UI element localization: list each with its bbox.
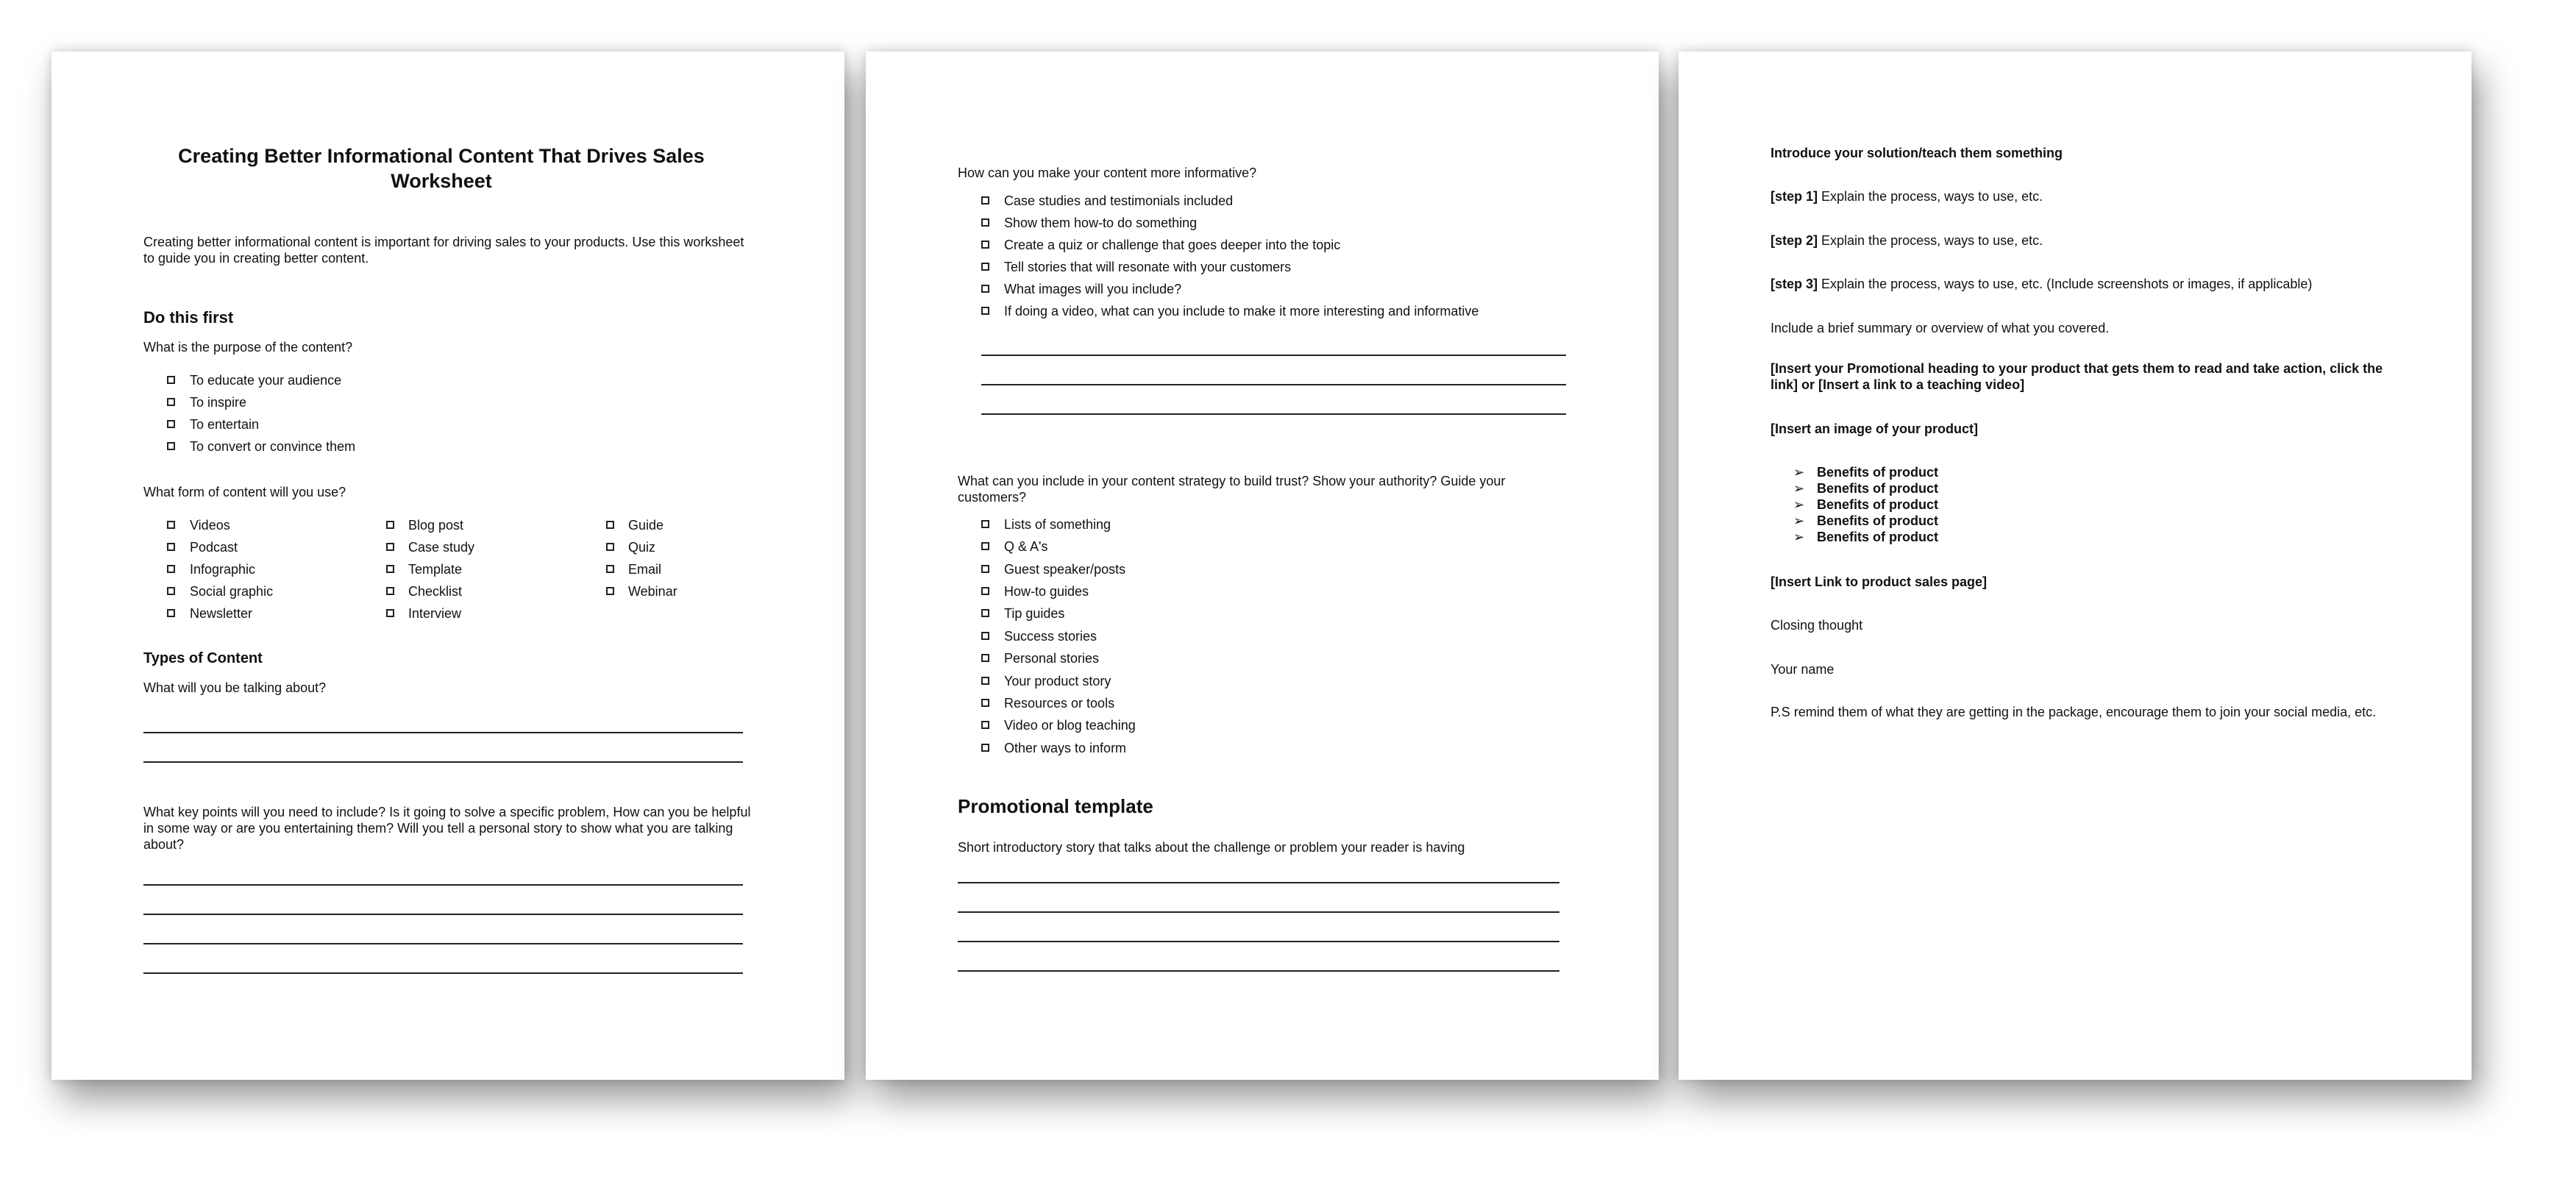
informative-question: How can you make your content more informative? (958, 166, 1257, 180)
arrow-bullet-icon: ➢ (1793, 465, 1805, 480)
checkbox-icon[interactable] (981, 677, 989, 685)
answer-line[interactable] (143, 943, 743, 944)
purpose-option: To entertain (190, 417, 260, 432)
arrow-bullet-icon: ➢ (1793, 497, 1805, 512)
summary-note: Include a brief summary or overview of what you covered. (1771, 321, 2110, 335)
step-3 (1771, 276, 2312, 292)
step-3-label: [step 3] (1771, 277, 1818, 291)
closing-thought: Closing thought (1771, 618, 1863, 633)
form-option: Videos (190, 518, 230, 533)
promo-heading-placeholder: [Insert your Promotional heading to your product that gets them to read and take action, click the link] or [Insert a link to a teaching video] (1771, 361, 2383, 392)
checkbox-icon[interactable] (981, 285, 989, 293)
checkbox-icon[interactable] (167, 587, 175, 595)
informative-option: If doing a video, what can you include to make it more interesting and informative (1004, 304, 1479, 319)
checkbox-icon[interactable] (167, 442, 175, 450)
answer-line[interactable] (958, 882, 1559, 883)
promo-intro: Short introductory story that talks about the challenge or problem your reader is having (958, 840, 1465, 855)
trust-option: Tip guides (1004, 606, 1065, 621)
checkbox-icon[interactable] (606, 521, 614, 529)
answer-line[interactable] (143, 914, 743, 915)
form-option: Webinar (628, 584, 677, 599)
section-heading-do-this-first: Do this first (143, 308, 234, 327)
insert-link-placeholder: [Insert Link to product sales page] (1771, 574, 1988, 589)
worksheet-page-1 (51, 51, 844, 1080)
trust-option: Lists of something (1004, 517, 1111, 532)
benefit-item: Benefits of product (1817, 481, 1938, 496)
answer-line[interactable] (143, 972, 743, 974)
checkbox-icon[interactable] (981, 196, 989, 204)
checkbox-icon[interactable] (981, 263, 989, 271)
answer-line[interactable] (981, 384, 1566, 385)
trust-option: Resources or tools (1004, 696, 1115, 711)
talking-question: What will you be talking about? (143, 680, 327, 695)
informative-option: Tell stories that will resonate with your customers (1004, 260, 1292, 274)
ps-note: P.S remind them of what they are getting in the package, encourage them to join your social media, etc. (1771, 705, 2377, 719)
benefit-item: Benefits of product (1817, 530, 1938, 544)
informative-option: Case studies and testimonials included (1004, 193, 1234, 208)
checkbox-icon[interactable] (386, 543, 394, 551)
benefit-item: Benefits of product (1817, 497, 1938, 512)
form-option: Blog post (408, 518, 464, 533)
section-heading-types-of-content: Types of Content (143, 650, 263, 666)
worksheet-page-3 (1679, 51, 2472, 1080)
arrow-bullet-icon: ➢ (1793, 481, 1805, 496)
checkbox-icon[interactable] (606, 565, 614, 573)
trust-option: How-to guides (1004, 584, 1089, 599)
checkbox-icon[interactable] (981, 565, 989, 573)
benefit-item: Benefits of product (1817, 465, 1938, 480)
insert-image-placeholder: [Insert an image of your product] (1771, 421, 1979, 436)
form-question: What form of content will you use? (143, 485, 346, 499)
checkbox-icon[interactable] (981, 241, 989, 249)
step-1 (1771, 188, 2043, 204)
checkbox-icon[interactable] (167, 376, 175, 384)
arrow-bullet-icon: ➢ (1793, 530, 1805, 544)
answer-line[interactable] (143, 884, 743, 886)
step-1-label: [step 1] (1771, 189, 1818, 204)
checkbox-icon[interactable] (386, 521, 394, 529)
form-option: Checklist (408, 584, 463, 599)
checkbox-icon[interactable] (981, 699, 989, 707)
checkbox-icon[interactable] (981, 542, 989, 550)
form-option: Template (408, 562, 463, 577)
checkbox-icon[interactable] (981, 632, 989, 640)
checkbox-icon[interactable] (167, 420, 175, 428)
benefit-item: Benefits of product (1817, 513, 1938, 528)
introduce-solution: Introduce your solution/teach them something (1771, 146, 2063, 160)
checkbox-icon[interactable] (386, 609, 394, 617)
checkbox-icon[interactable] (981, 609, 989, 617)
step-2 (1771, 232, 2043, 249)
trust-option: Guest speaker/posts (1004, 562, 1126, 577)
informative-option: Show them how-to do something (1004, 216, 1198, 230)
informative-option: What images will you include? (1004, 282, 1182, 296)
trust-option: Video or blog teaching (1004, 718, 1136, 733)
checkbox-icon[interactable] (606, 543, 614, 551)
checkbox-icon[interactable] (981, 744, 989, 752)
checkbox-icon[interactable] (167, 521, 175, 529)
form-option: Social graphic (190, 584, 274, 599)
step-3-text: Explain the process, ways to use, etc. (Include screenshots or images, if applicable) (1818, 277, 2313, 291)
trust-option: Other ways to inform (1004, 741, 1127, 755)
checkbox-icon[interactable] (981, 721, 989, 729)
your-name: Your name (1771, 662, 1835, 677)
arrow-bullet-icon: ➢ (1793, 513, 1805, 528)
form-option: Quiz (628, 540, 656, 555)
checkbox-icon[interactable] (167, 543, 175, 551)
trust-option: Your product story (1004, 674, 1111, 688)
keypoints-question: What key points will you need to include? Is it going to solve a specific problem, How can you be helpful in some way or are you entertaining them? Will you tell a personal story to show what you are talking about? (143, 805, 751, 852)
answer-line[interactable] (143, 732, 743, 733)
form-option: Email (628, 562, 662, 577)
checkbox-icon[interactable] (386, 587, 394, 595)
informative-option: Create a quiz or challenge that goes deeper into the topic (1004, 238, 1341, 252)
purpose-question: What is the purpose of the content? (143, 340, 353, 355)
checkbox-icon[interactable] (606, 587, 614, 595)
form-option: Podcast (190, 540, 238, 555)
checkbox-icon[interactable] (981, 218, 989, 227)
checkbox-icon[interactable] (981, 654, 989, 662)
checkbox-icon[interactable] (981, 520, 989, 528)
answer-line[interactable] (143, 761, 743, 763)
checkbox-icon[interactable] (981, 587, 989, 595)
form-option: Infographic (190, 562, 256, 577)
answer-line[interactable] (958, 941, 1559, 942)
intro-paragraph: Creating better informational content is important for driving sales to your products. Use this worksheet to guide you in creating better content. (143, 235, 744, 266)
trust-option: Q & A's (1004, 539, 1048, 554)
step-2-label: [step 2] (1771, 233, 1818, 248)
form-option: Newsletter (190, 606, 253, 621)
step-2-text: Explain the process, ways to use, etc. (1818, 233, 2043, 248)
checkbox-icon[interactable] (386, 565, 394, 573)
purpose-option: To educate your audience (190, 373, 342, 388)
trust-option: Personal stories (1004, 651, 1100, 666)
answer-line[interactable] (958, 970, 1559, 972)
answer-line[interactable] (981, 355, 1566, 356)
trust-question: What can you include in your content strategy to build trust? Show your authority? Guide your customers? (958, 474, 1506, 505)
checkbox-icon[interactable] (167, 565, 175, 573)
answer-line[interactable] (958, 911, 1559, 913)
purpose-option: To convert or convince them (190, 439, 356, 454)
worksheet-page-2 (866, 51, 1659, 1080)
promotional-template-heading: Promotional template (958, 795, 1153, 817)
step-1-text: Explain the process, ways to use, etc. (1818, 189, 2043, 204)
answer-line[interactable] (981, 413, 1566, 415)
form-option: Case study (408, 540, 475, 555)
trust-option: Success stories (1004, 629, 1097, 644)
purpose-option: To inspire (190, 395, 247, 410)
checkbox-icon[interactable] (981, 307, 989, 315)
worksheet-title: Creating Better Informational Content That Drives Sales Worksheet (178, 145, 705, 192)
checkbox-icon[interactable] (167, 398, 175, 406)
form-option: Interview (408, 606, 462, 621)
checkbox-icon[interactable] (167, 609, 175, 617)
form-option: Guide (628, 518, 664, 533)
